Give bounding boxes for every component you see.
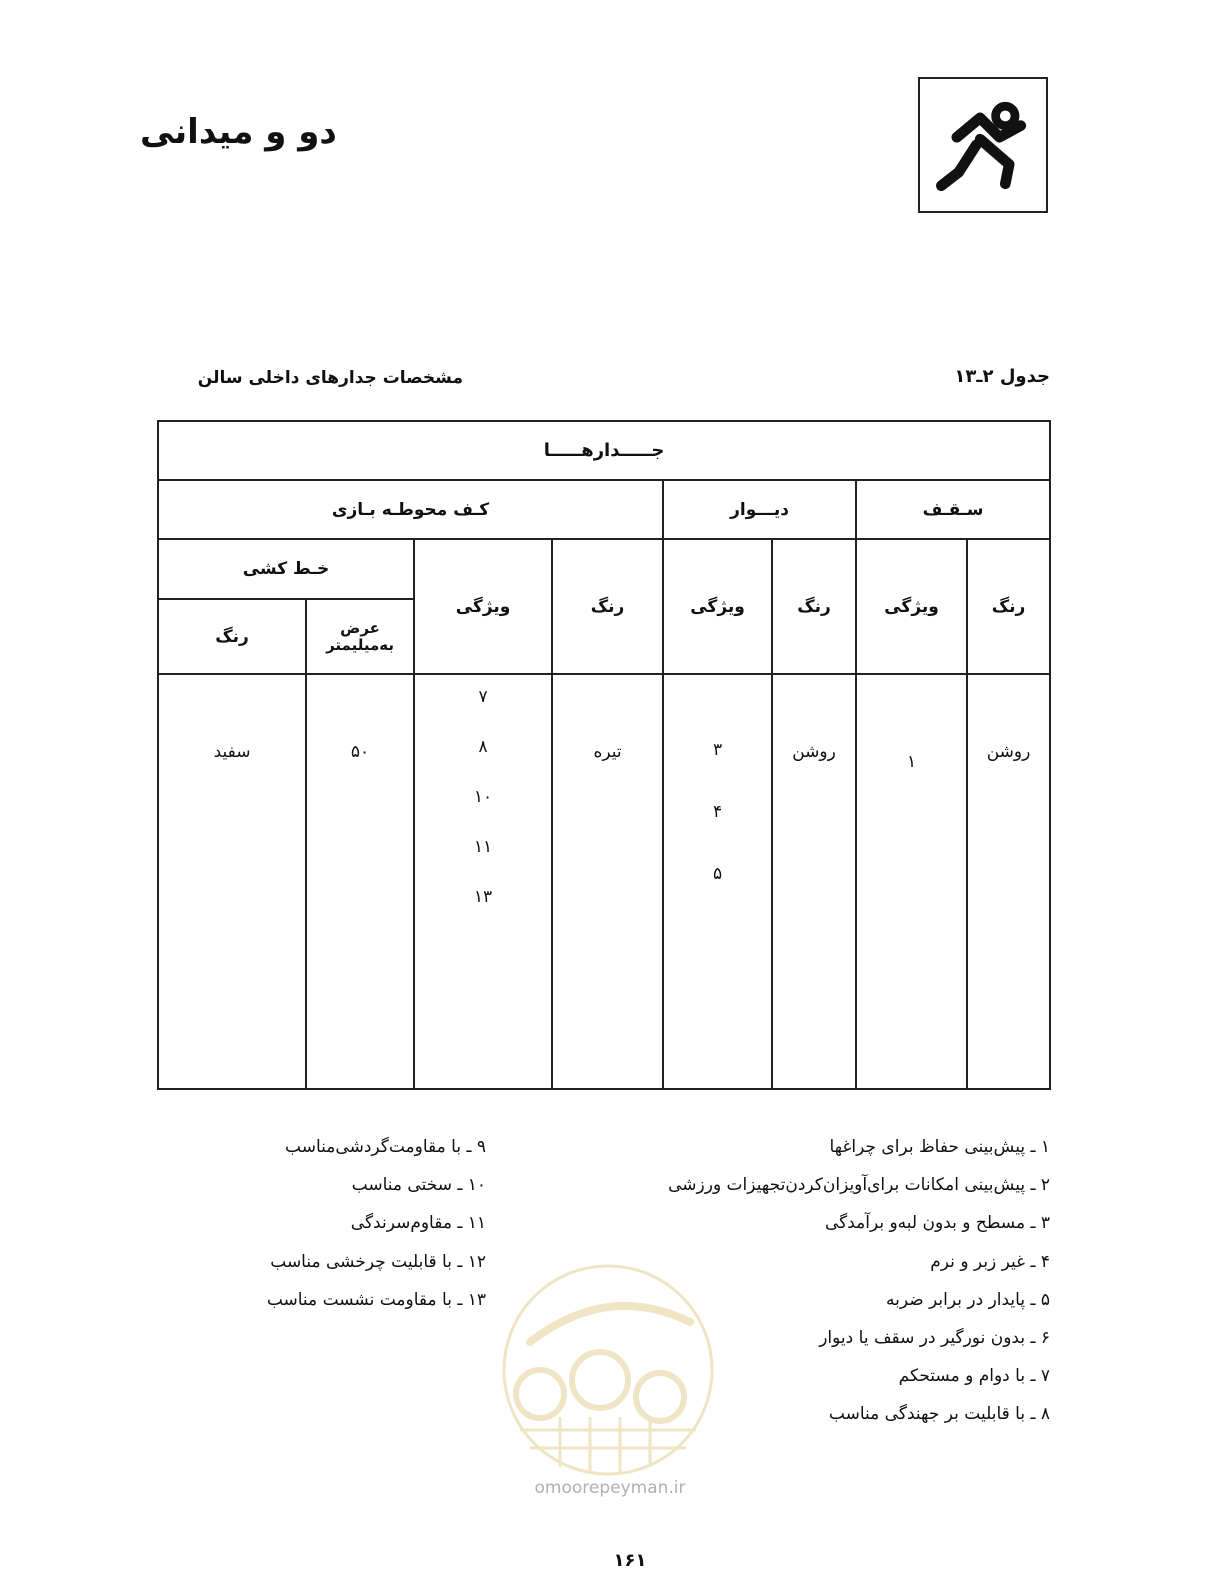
wall-feature-value bbox=[663, 674, 772, 1089]
line-color-value bbox=[158, 674, 306, 1089]
list-item: ۱۱ bbox=[473, 836, 493, 857]
wall-color-value bbox=[772, 674, 856, 1089]
floor-color-header: رنگ bbox=[552, 539, 663, 674]
list-item: ۱۲ ـ با قابلیت چرخشی مناسب bbox=[270, 1251, 486, 1272]
wall-color-text: روشن bbox=[792, 741, 836, 762]
watermark-url: omoorepeyman.ir bbox=[534, 1478, 686, 1498]
column-header-wall: دیـــوار bbox=[663, 480, 856, 539]
table-number: جدول ۲ـ۱۳ bbox=[954, 366, 1050, 387]
line-width-value bbox=[306, 674, 414, 1089]
notes-list-left bbox=[180, 1128, 486, 1319]
list-item: ۱۰ bbox=[473, 786, 493, 807]
list-item: ۱۳ bbox=[473, 886, 493, 907]
line-width-header bbox=[306, 599, 414, 674]
list-item: ۳ bbox=[712, 739, 723, 760]
list-item: ۶ ـ بدون نورگیر در سقف یا دیوار bbox=[819, 1328, 1050, 1349]
list-item: ۱ ـ پیش‌بینی حفاظ برای چراغها bbox=[829, 1137, 1050, 1157]
list-item: ۱۳ ـ با مقاومت نشست مناسب bbox=[266, 1289, 486, 1310]
list-item: ۳ ـ مسطح و بدون لبه‌و برآمدگی bbox=[824, 1213, 1050, 1234]
line-width-header-line1: عرض bbox=[340, 618, 380, 637]
wall-color-header: رنگ bbox=[772, 539, 856, 674]
list-item: ۹ ـ با مقاومت‌گردشی‌مناسب bbox=[285, 1137, 486, 1157]
list-item: ۱۰ ـ سختی مناسب bbox=[351, 1175, 486, 1196]
ceiling-color-value bbox=[967, 674, 1050, 1089]
watermark-logo bbox=[500, 1262, 716, 1478]
list-item: ۵ ـ پایدار در برابر ضربه bbox=[885, 1289, 1050, 1310]
floor-feature-value bbox=[414, 674, 552, 1089]
ceiling-feature-text: ۱ bbox=[906, 751, 917, 772]
running-athlete-icon bbox=[918, 77, 1048, 213]
column-header-ceiling: سـقـف bbox=[856, 480, 1050, 539]
list-item: ۸ bbox=[478, 736, 488, 757]
floor-feature-header: ویژگی bbox=[414, 539, 552, 674]
list-item: ۴ bbox=[712, 801, 723, 822]
list-item: ۷ ـ با دوام و مستحکم bbox=[898, 1366, 1050, 1387]
line-color-text: سفید bbox=[213, 741, 251, 762]
floor-color-text: تیره bbox=[593, 741, 622, 762]
list-item: ۵ bbox=[712, 863, 723, 884]
line-color-header: رنگ bbox=[158, 599, 306, 674]
ceiling-feature-value bbox=[856, 674, 967, 1089]
ceiling-feature-header: ویژگی bbox=[856, 539, 967, 674]
floor-color-value bbox=[552, 674, 663, 1089]
list-item: ۸ ـ با قابلیت بر جهندگی مناسب bbox=[828, 1404, 1050, 1425]
line-marking-header: خـط کشی bbox=[158, 539, 414, 599]
ceiling-color-header: رنگ bbox=[967, 539, 1050, 674]
list-item: ۲ ـ پیش‌بینی امکانات برای‌آویزان‌کردن‌تجهیزات ورزشی bbox=[668, 1175, 1050, 1196]
wall-feature-list bbox=[664, 740, 771, 884]
ceiling-color-text: روشن bbox=[986, 741, 1031, 762]
floor-feature-list bbox=[415, 687, 551, 907]
line-width-text: ۵۰ bbox=[350, 741, 370, 762]
list-item: ۴ ـ غیر زبر و نرم bbox=[930, 1251, 1050, 1272]
page-title: دو و میدانی bbox=[140, 112, 337, 152]
wall-feature-header: ویژگی bbox=[663, 539, 772, 674]
page-number: ۱۶۱ bbox=[613, 1550, 647, 1571]
line-width-header-line2: به‌میلیمتر bbox=[326, 635, 394, 654]
table-caption-title: مشخصات جدارهای داخلی سالن bbox=[197, 368, 463, 388]
wall-specs-table bbox=[157, 420, 1051, 1090]
column-header-floor: کـف محوطـه بـازی bbox=[158, 480, 663, 539]
list-item: ۱۱ ـ مقاوم‌سرندگی bbox=[350, 1213, 486, 1234]
table-group-header: جـــــدارهـــــا bbox=[158, 421, 1050, 480]
list-item: ۷ bbox=[478, 686, 488, 707]
